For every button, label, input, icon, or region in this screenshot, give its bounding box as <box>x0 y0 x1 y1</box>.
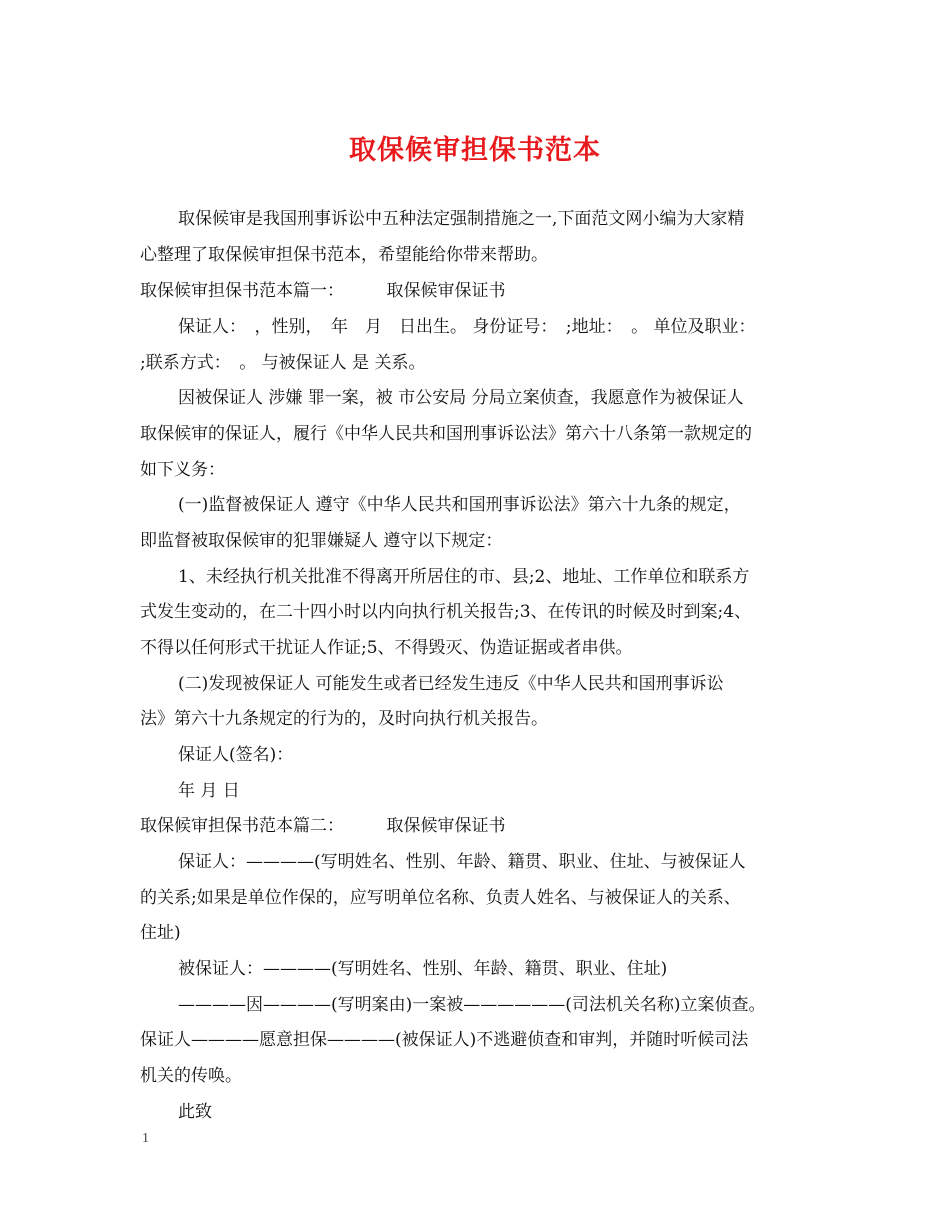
paragraph-line: 被保证人：————(写明姓名、性别、年龄、籍贯、职业、住址) <box>178 959 668 979</box>
paragraph-line: (二)发现被保证人 可能发生或者已经发生违反《中华人民共和国刑事诉讼 <box>178 674 724 694</box>
paragraph-line: 法》第六十九条规定的行为的，及时向执行机关报告。 <box>140 709 548 729</box>
paragraph-line: 取保候审是我国刑事诉讼中五种法定强制措施之一,下面范文网小编为大家精 <box>178 209 745 229</box>
section-heading: 取保候审担保书范本篇二： 取保候审保证书 <box>140 816 506 836</box>
document-title: 取保候审担保书范本 <box>349 135 601 166</box>
paragraph-line: 保证人：————(写明姓名、性别、年龄、籍贯、职业、住址、与被保证人 <box>178 852 746 872</box>
paragraph-line: 即监督被取保候审的犯罪嫌疑人 遵守以下规定： <box>140 531 503 551</box>
paragraph-line: 1、未经执行机关批准不得离开所居住的市、县;2、地址、工作单位和联系方 <box>178 567 750 587</box>
paragraph-line: 保证人————愿意担保————(被保证人)不逃避侦查和审判，并随时听候司法 <box>140 1030 749 1050</box>
paragraph-line: (一)监督被保证人 遵守《中华人民共和国刑事诉讼法》第六十九条的规定， <box>178 495 741 515</box>
date-line: 年 月 日 <box>178 781 240 801</box>
paragraph-line: 式发生变动的，在二十四小时以内向执行机关报告;3、在传讯的时候及时到案;4、 <box>140 602 752 622</box>
closing-line: 此致 <box>178 1102 212 1122</box>
paragraph-line: 住址) <box>140 923 181 943</box>
paragraph-line: 心整理了取保候审担保书范本，希望能给你带来帮助。 <box>140 245 548 265</box>
page-number: 1 <box>142 1131 149 1146</box>
paragraph-line: ————因————(写明案由)一案被——————(司法机关名称)立案侦查。 <box>178 995 766 1015</box>
paragraph-line: 取保候审的保证人，履行《中华人民共和国刑事诉讼法》第六十八条第一款规定的 <box>140 424 752 444</box>
paragraph-line: 因被保证人 涉嫌 罪一案，被 市公安局 分局立案侦查，我愿意作为被保证人 <box>178 388 744 408</box>
paragraph-line: 机关的传唤。 <box>140 1066 242 1086</box>
paragraph-line: 如下义务： <box>140 460 225 480</box>
paragraph-line: 保证人： ，性别， 年 月 日出生。 身份证号： ;地址： 。 单位及职业： <box>178 317 756 337</box>
paragraph-line: ;联系方式： 。 与被保证人 是 关系。 <box>140 353 426 373</box>
paragraph-line: 不得以任何形式干扰证人作证;5、不得毁灭、伪造证据或者串供。 <box>140 638 633 658</box>
paragraph-line: 的关系;如果是单位作保的，应写明单位名称、负责人姓名、与被保证人的关系、 <box>140 888 741 908</box>
section-heading: 取保候审担保书范本篇一： 取保候审保证书 <box>140 281 506 301</box>
signature-line: 保证人(签名)： <box>178 745 294 765</box>
